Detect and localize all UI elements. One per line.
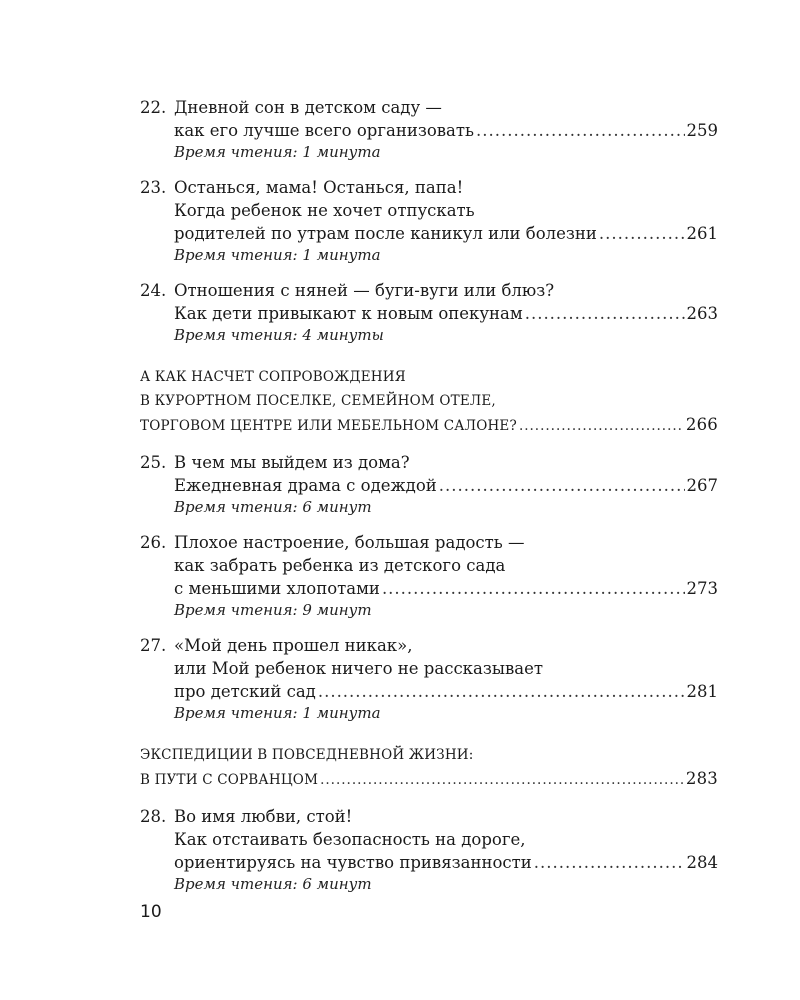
entry-page-number: 267 xyxy=(686,476,718,495)
entry-page-number: 263 xyxy=(686,304,718,323)
section-title-line: В КУРОРТНОМ ПОСЕЛКЕ, СЕМЕЙНОМ ОТЕЛЕ, xyxy=(140,393,496,409)
reading-time: Время чтения: 4 минуты xyxy=(174,326,384,344)
dot-leader xyxy=(599,222,685,245)
entry-number: 24. xyxy=(140,281,167,300)
entry-title-line: Как отстаивать безопасность на дороге, xyxy=(174,830,526,849)
entry-title-line: Дневной сон в детском саду — xyxy=(174,98,442,117)
section-title-line: ТОРГОВОМ ЦЕНТРЕ ИЛИ МЕБЕЛЬНОМ САЛОНЕ? xyxy=(140,418,517,434)
toc-entry-28 xyxy=(140,805,718,894)
dot-leader xyxy=(519,414,684,438)
dot-leader xyxy=(525,302,685,325)
section-title-line: ЭКСПЕДИЦИИ В ПОВСЕДНЕВНОЙ ЖИЗНИ: xyxy=(140,747,474,763)
reading-time: Время чтения: 6 минут xyxy=(174,498,372,516)
dot-leader xyxy=(476,119,684,142)
reading-time: Время чтения: 1 минута xyxy=(174,143,381,161)
entry-title-line: ориентируясь на чувство привязанности xyxy=(174,853,532,872)
entry-page-number: 273 xyxy=(686,579,718,598)
entry-title-line: Плохое настроение, большая радость — xyxy=(174,533,525,552)
entry-title-line: про детский сад xyxy=(174,682,316,701)
section-page-number: 283 xyxy=(685,769,718,788)
reading-time: Время чтения: 1 минута xyxy=(174,246,381,264)
reading-time: Время чтения: 6 минут xyxy=(174,875,372,893)
entry-title-line: или Мой ребенок ничего не рассказывает xyxy=(174,659,543,678)
entry-number: 23. xyxy=(140,178,167,197)
section-title-line: В ПУТИ С СОРВАНЦОМ xyxy=(140,772,319,788)
entry-title-line: «Мой день прошел никак», xyxy=(174,636,413,655)
page-number: 10 xyxy=(140,902,162,922)
toc-entry-25 xyxy=(140,451,718,517)
reading-time: Время чтения: 9 минут xyxy=(174,601,372,619)
entry-number: 25. xyxy=(140,453,167,472)
entry-number: 27. xyxy=(140,636,167,655)
dot-leader xyxy=(318,680,685,703)
entry-title-line: Во имя любви, стой! xyxy=(174,807,353,826)
reading-time: Время чтения: 1 минута xyxy=(174,704,381,722)
table-of-contents xyxy=(140,96,718,908)
entry-page-number: 281 xyxy=(686,682,718,701)
toc-section-heading xyxy=(140,365,718,437)
entry-title-line: В чем мы выйдем из дома? xyxy=(174,453,410,472)
entry-title-line: как его лучше всего организовать xyxy=(174,121,475,140)
dot-leader xyxy=(439,474,685,497)
entry-title-line: Отношения с няней — буги-вуги или блюз? xyxy=(174,281,555,300)
entry-page-number: 261 xyxy=(686,224,718,243)
entry-title-line: Как дети привыкают к новым опекунам xyxy=(174,304,523,323)
entry-title-line: с меньшими хлопотами xyxy=(174,579,380,598)
entry-page-number: 259 xyxy=(686,121,718,140)
toc-entry-24 xyxy=(140,279,718,345)
entry-page-number: 284 xyxy=(686,853,718,872)
toc-entry-22 xyxy=(140,96,718,162)
section-title-line: А КАК НАСЧЕТ СОПРОВОЖДЕНИЯ xyxy=(140,369,406,385)
entry-title-line: Останься, мама! Останься, папа! xyxy=(174,178,464,197)
entry-title-line: Ежедневная драма с одеждой xyxy=(174,476,437,495)
toc-section-heading xyxy=(140,743,718,791)
entry-number: 26. xyxy=(140,533,167,552)
entry-title-line: Когда ребенок не хочет отпускать xyxy=(174,201,475,220)
entry-number: 28. xyxy=(140,807,167,826)
entry-title-line: как забрать ребенка из детского сада xyxy=(174,556,506,575)
toc-entry-26 xyxy=(140,531,718,620)
toc-entry-23 xyxy=(140,176,718,265)
dot-leader xyxy=(534,851,685,874)
toc-entry-27 xyxy=(140,634,718,723)
section-page-number: 266 xyxy=(685,415,718,434)
entry-title-line: родителей по утрам после каникул или болезни xyxy=(174,224,597,243)
dot-leader xyxy=(382,577,685,600)
entry-number: 22. xyxy=(140,98,167,117)
dot-leader xyxy=(320,768,684,792)
